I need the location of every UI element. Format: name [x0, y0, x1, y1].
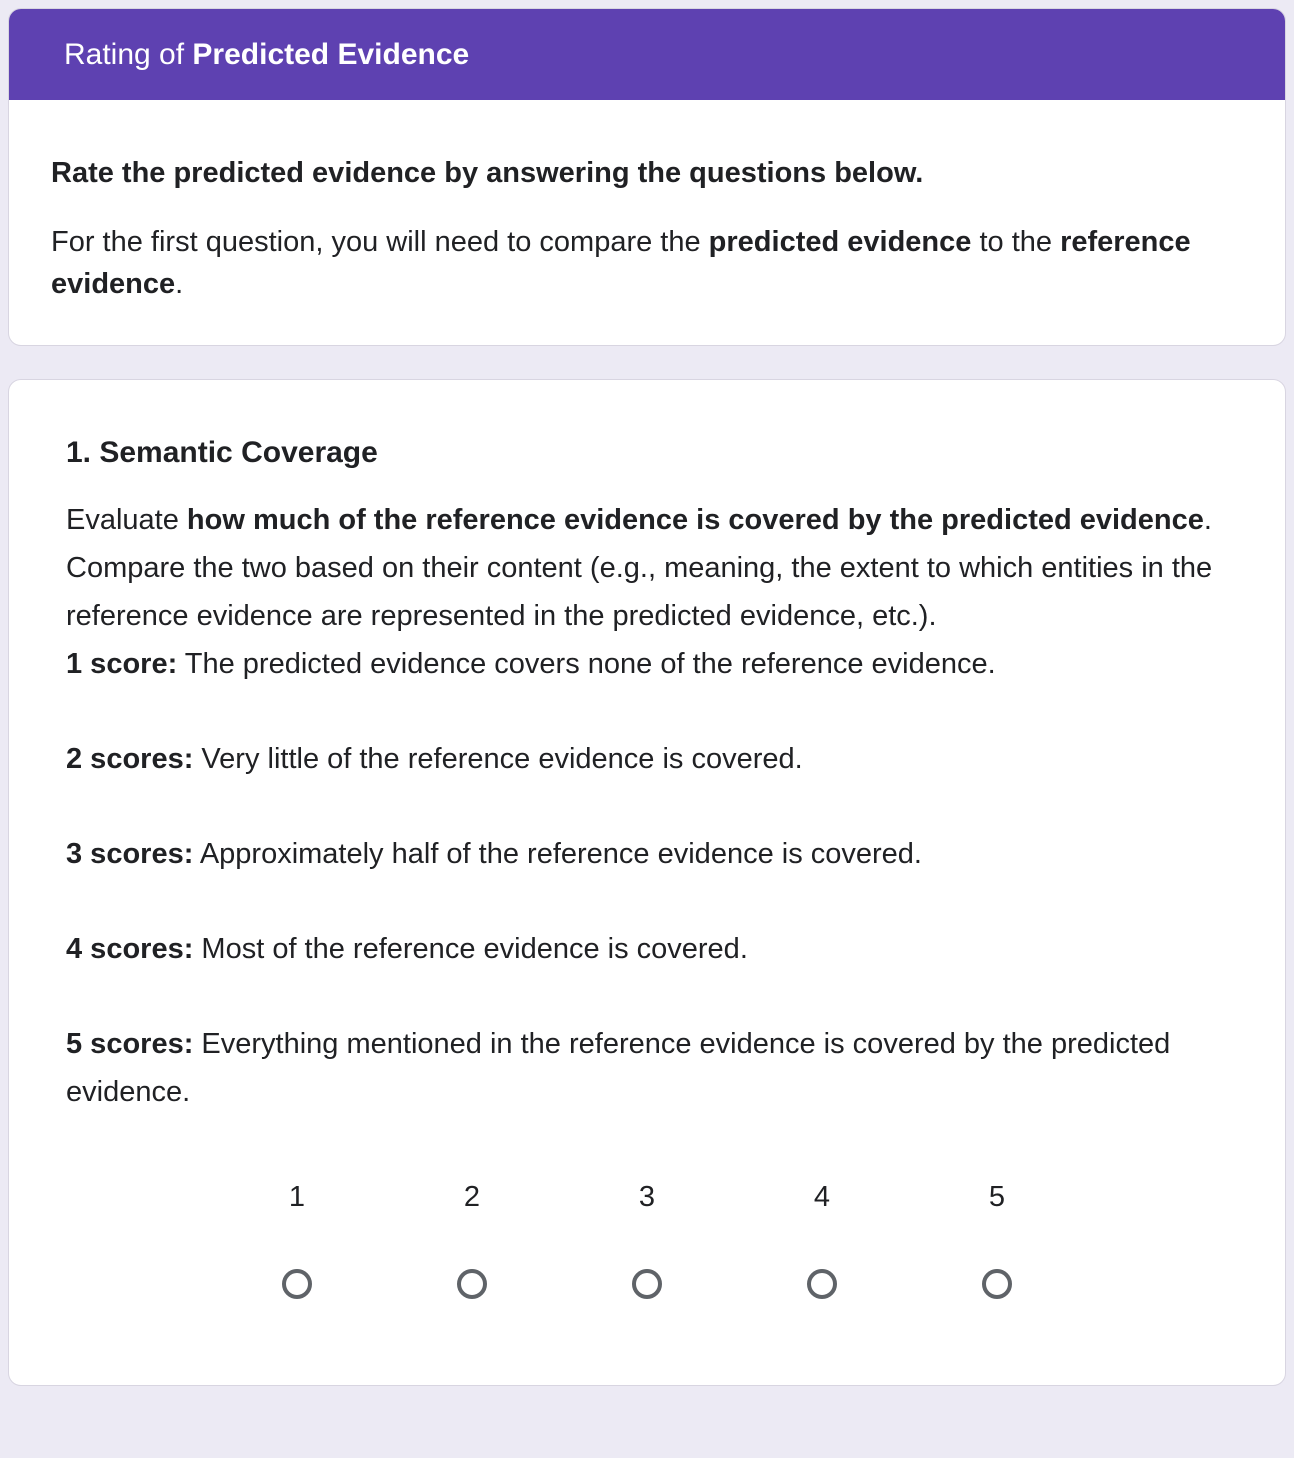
scale-radio-3[interactable]: [632, 1269, 662, 1299]
question-title: 1. Semantic Coverage: [66, 436, 378, 469]
score-5-description: 5 scores: Everything mentioned in the reference evidence is covered by the predicted evidence.: [66, 1028, 1171, 1108]
scale-radio-4[interactable]: [807, 1269, 837, 1299]
scale-option-4: [735, 1182, 910, 1299]
scale-radio-2[interactable]: [457, 1269, 487, 1299]
form-header-card: [8, 8, 1286, 346]
scale-label-3: 3: [638, 1181, 656, 1213]
question-card: [8, 379, 1286, 1386]
scale-option-2: [385, 1182, 560, 1299]
scale-label-5: 5: [988, 1181, 1006, 1213]
scale-option-3: [560, 1182, 735, 1299]
scale-option-5: [910, 1182, 1085, 1299]
score-1-description: 1 score: The predicted evidence covers none of the reference evidence.: [66, 648, 996, 680]
form-description: [9, 100, 1285, 345]
score-3-description: 3 scores: Approximately half of the reference evidence is covered.: [66, 838, 922, 870]
form-description-line-2: For the first question, you will need to compare the predicted evidence to the reference evidence.: [51, 226, 1191, 300]
scale-radio-5[interactable]: [982, 1269, 1012, 1299]
scale-label-4: 4: [813, 1181, 831, 1213]
score-2-description: 2 scores: Very little of the reference evidence is covered.: [66, 743, 803, 775]
score-4-description: 4 scores: Most of the reference evidence is covered.: [66, 933, 748, 965]
question-description: Evaluate how much of the reference evidence is covered by the predicted evidence. Compare the two based on their content (e.g., meaning, the extent to which entities in the reference evidence are represented in the predicted evidence, etc.).: [66, 504, 1213, 632]
scale-label-1: 1: [288, 1181, 306, 1213]
form-header-banner: [9, 9, 1285, 100]
form-description-line-1: Rate the predicted evidence by answering the questions below.: [51, 157, 924, 189]
scale-option-1: [210, 1182, 385, 1299]
linear-scale: [66, 1182, 1228, 1299]
scale-radio-1[interactable]: [282, 1269, 312, 1299]
form-title: Rating of Predicted Evidence: [64, 38, 470, 71]
scale-label-2: 2: [463, 1181, 481, 1213]
